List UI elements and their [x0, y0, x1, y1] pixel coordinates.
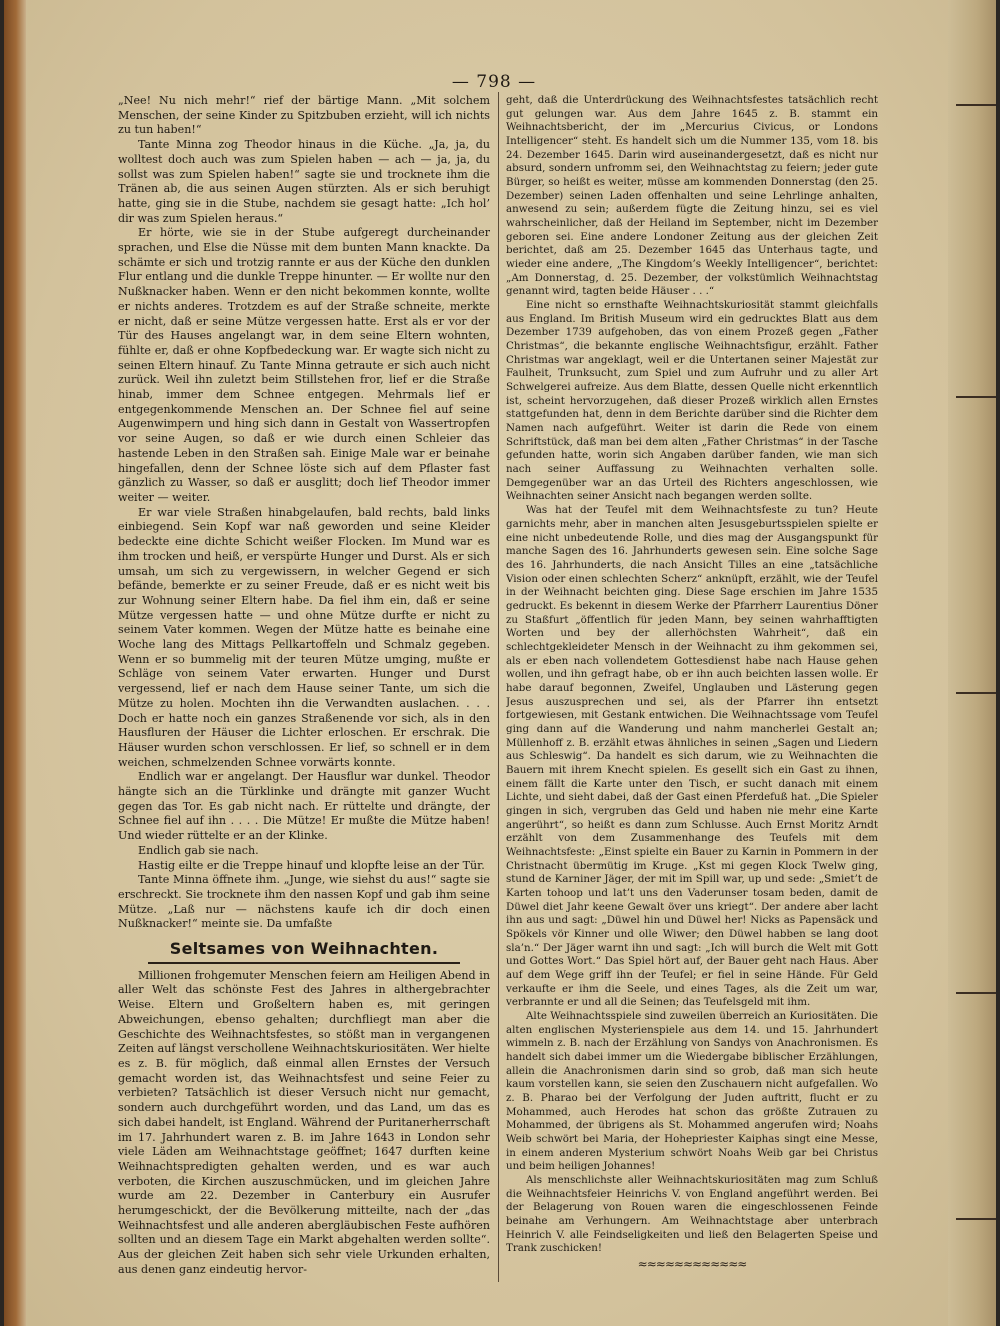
paragraph: Endlich gab sie nach. [138, 843, 259, 857]
paragraph: Was hat der Teufel mit dem Weihnachtsfeste zu tun? Heute garnichts mehr, aber in manchen alten Jesusgeburtsspielen spielte er eine nicht unbedeutende Rolle, und dies mag der Ausgangspunkt für manche Sagen des 16. Jahrhunderts gewesen sein. Eine solche Sage des 16. Jahrhunderts, die nach Ansicht Tilles an eine „tatsächliche Vision oder einen schlechten Scherz“ anknüpft, erzählt, wie der Teufel in der Weihnacht beichten ging. Diese Sage erschien im Jahre 1535 gedruckt. Es bekennt in diesem Werke der Pfarrherr Laurentius Döner zu Staßfurt „öffentlich für jeden Mann, bey seinen wahrhafftigten Worten und bey der allerhöchsten Wahrheit“, daß ein schlechtgekleideter Mensch in der Weihnacht zu ihm gekommen sei, als er eben nach vollendetem Gottesdienst habe nach Hause gehen wollen, und ihn gefragt habe, ob er ihn auch beichten lassen wolle. Er habe darauf begonnen, Zweifel, Unglauben und Lästerung gegen Jesus auszusprechen und sei, als der Pfarrer ihn entsetzt fortgewiesen, mit Gestank entwichen. Die Weihnachtssage vom Teufel ging dann auf die Wanderung und nahm mancherlei Gestalt an; Müllenhoff z. B. erzählt etwas ähnliches in seinen „Sagen und Liedern aus Schleswig“. Da handelt es sich darum, wie zu Weihnachten die Bauern mit ihrem Knecht spielen. Es gesellt sich ein Gast zu ihnen, einem fällt die Karte unter den Tisch, er sucht danach mit einem Lichte, und sieht dabei, daß der Gast einen Pferdefuß hat. „Die Spieler gingen in sich, vergruben das Geld und haben nie mehr eine Karte angerührt“, so heißt es dann zum Schlusse. Auch Ernst Moritz Arndt erzählt von dem Zusammenhange des Teufels mit dem Weihnachtsfeste: „Einst spielte ein Bauer zu Karnin in Pommern in der Christnacht übermütig im Kruge. „Kst mi gegen Klock Twelw ging, stund de Karniner Jäger, der mit im Spill war, up und sede: „Smiet’t de Karten tohoop und lat’t uns den Vaderunser tosam beden, damit de Düwel diet Jahr keene Gewalt över uns kriegt“. Der andere aber lacht ihn aus und sagt: „Düwel hin und Düwel her! Nicks as Papensäck und Spökels vör Kinner und olle Wiwer; den Düwel habben se lang doot sla’n.“ Der Jäger warnt ihn und sagt: „Ich will burch die Welt mit Gott und Gottes Wort.“ Das Spiel hört auf, der Bauer geht nach Haus. Aber auf dem Wege griff ihn der Teufel; er fiel in seine Hände. Für Geld verkaufte er ihm die Seele, und eines Tages, als die Zeit um war, verbrannte er und all die Seinen; das Teufelsgeld mit ihm. [506, 504, 878, 1009]
heading-rule [148, 962, 460, 964]
paragraph: Tante Minna zog Theodor hinaus in die Küche. „Ja, ja, du wolltest doch auch was zum Spielen haben — ach — ja, ja, du sollst was zum Spielen haben!“ sagte sie und trocknete ihm die Tränen ab, die aus seinen Augen stürzten. Als er sich beruhigt hatte, ging sie in die Stube, nachdem sie gesagt hatte: „Ich hol’ dir was zum Spielen heraus.“ [118, 138, 490, 225]
paragraph: Alte Weihnachtsspiele sind zuweilen überreich an Kuriositäten. Die alten englischen Mysterienspiele aus dem 14. und 15. Jahrhundert wimmeln z. B. nach der Erzählung von Sandys von Anachronismen. Es handelt sich dabei immer um die Wiedergabe biblischer Erzählungen, allein die Anachronismen darin sind so grob, daß man sich heute kaum vorstellen kann, sie seien den Zuschauern nicht aufgefallen. Wo z. B. Pharao bei der Verfolgung der Juden auftritt, flucht er zu Mohammed, auch Herodes hat schon das größte Zutrauen zu Mohammed, der übrigens als St. Mohammed angerufen wird; Noahs Weib schwört bei Maria, der Hohepriester Kaiphas singt eine Messe, in einem anderen Mysterium schwört Noahs Weib gar bei Christus und beim heiligen Johannes! [506, 1010, 878, 1173]
page-number: — 798 — [451, 72, 537, 92]
end-ornament: ≈≈≈≈≈≈≈≈≈≈≈≈ [637, 1257, 747, 1272]
page-edge [948, 0, 996, 1326]
edge-mark [956, 104, 996, 106]
right-column [506, 94, 878, 1282]
paragraph: geht, daß die Unterdrückung des Weihnachtsfestes tatsächlich recht gut gelungen war. Aus dem Jahre 1645 z. B. stammt ein Weihnachtsbericht, der im „Mercurius Civicus, or Londons Intelligencer“ steht. Es handelt sich um die Nummer 135, vom 18. bis 24. Dezember 1645. Darin wird auseinandergesetzt, daß es nicht nur absurd, sondern unfromm sei, den Weihnachtstag zu feiern; jeder gute Bürger, so heißt es weiter, müsse am kommenden Donnerstag (den 25. Dezember) seinen Laden offenhalten und seine Lehrlinge anhalten, anwesend zu sein; außerdem fügte die Zeitung hinzu, sei es viel wahrscheinlicher, daß der Heiland im September, nicht im Dezember geboren sei. Eine andere Londoner Zeitung aus der gleichen Zeit berichtet, daß am 25. Dezember 1645 das Unterhaus tagte, und wieder eine andere, „The Kingdom’s Weekly Intelligencer“, berichtet: „Am Donnerstag, d. 25. Dezember, der volkstümlich Weihnachtstag genannt wird, tagten beide Häuser . . .“ [506, 94, 878, 298]
edge-mark [956, 692, 996, 694]
binding-gutter [4, 0, 26, 1326]
column-divider [498, 92, 499, 1282]
left-column [118, 94, 490, 1282]
newspaper-page [4, 0, 996, 1326]
edge-mark [956, 1218, 996, 1220]
article-heading: Seltsames von Weihnachten. [169, 939, 439, 959]
paragraph: „Nee! Nu nich mehr!“ rief der bärtige Mann. „Mit solchem Menschen, der seine Kinder zu Spitzbuben erzieht, will ich nichts zu tun haben!“ [118, 94, 490, 137]
paragraph: Er war viele Straßen hinabgelaufen, bald rechts, bald links einbiegend. Sein Kopf war naß geworden und seine Kleider bedeckte eine dichte Schicht weißer Flocken. Im Mund war es ihm trocken und heiß, er verspürte Hunger und Durst. Als er sich umsah, um sich zu vergewissern, in welcher Gegend er sich befände, bemerkte er zu seiner Freude, daß er es nicht weit bis zur Wohnung seiner Eltern habe. Da fiel ihm ein, daß er seine Mütze vergessen hatte — und ohne Mütze durfte er nicht zu seinem Vater kommen. Wegen der Mütze hatte es beinahe eine Woche lang des Mittags Pellkartoffeln und Schmalz gegeben. Wenn er so bummelig mit der teuren Mütze umging, mußte er Schläge von seinem Vater erwarten. Hunger und Durst vergessend, lief er nach dem Hause seiner Tante, um sich die Mütze zu holen. Mochten ihn die Verwandten auslachen. . . . Doch er hatte noch ein ganzes Straßenende vor sich, als in den Hausfluren der Häuser die Lichter erloschen. Er erschrak. Die Häuser wurden schon verschlossen. Er lief, so schnell er in dem weichen, schmelzenden Schnee vorwärts konnte. [118, 505, 490, 769]
paragraph: Endlich war er angelangt. Der Hausflur war dunkel. Theodor hängte sich an die Türklinke und drängte mit ganzer Wucht gegen das Tor. Es gab nicht nach. Er rüttelte und drängte, der Schnee fiel auf ihn . . . . Die Mütze! Er mußte die Mütze haben! Und wieder rüttelte er an der Klinke. [118, 770, 490, 843]
paragraph: Millionen frohgemuter Menschen feiern am Heiligen Abend in aller Welt das schönste Fest des Jahres in althergebrachter Weise. Eltern und Großeltern haben es, mit geringen Abweichungen, ebenso gehalten; durchfliegt man aber die Geschichte des Weihnachtsfestes, so stößt man in vergangenen Zeiten auf längst verschollene Weihnachtskuriositäten. Wer hielte es z. B. für möglich, daß einmal allen Ernstes der Versuch gemacht worden ist, das Weihnachtsfest und seine Feier zu verbieten? Tatsächlich ist dieser Versuch nicht nur gemacht, sondern auch durchgeführt worden, und das Land, um das es sich dabei handelt, ist England. Während der Puritanerherrschaft im 17. Jahrhundert waren z. B. im Jahre 1643 in London sehr viele Läden am Weihnachtstage geöffnet; 1647 durften keine Weihnachtspredigten gehalten werden, und es war auch verboten, die Kirchen auszuschmücken, und im gleichen Jahre wurde am 22. Dezember in Canterbury ein Ausrufer herumgeschickt, der die Bevölkerung mitteilte, nach der „das Weihnachtsfest und alle anderen abergläubischen Feste aufhören sollten und an diesem Tage ein Markt abgehalten werden sollte“. Aus der gleichen Zeit haben sich sehr viele Urkunden erhalten, aus denen ganz eindeutig hervor- [118, 968, 490, 1276]
edge-mark [956, 992, 996, 994]
paragraph: Als menschlichste aller Weihnachtskuriositäten mag zum Schluß die Weihnachtsfeier Heinrichs V. von England angeführt werden. Bei der Belagerung von Rouen waren die eingeschlossenen Feinde beinahe am Verhungern. Am Weihnachtstage aber unterbrach Heinrich V. alle Feindseligkeiten und ließ den Belagerten Speise und Trank zuschicken! [506, 1174, 878, 1255]
edge-mark [956, 396, 996, 398]
paragraph: Hastig eilte er die Treppe hinauf und klopfte leise an der Tür. [138, 858, 485, 872]
paragraph: Tante Minna öffnete ihm. „Junge, wie siehst du aus!“ sagte sie erschreckt. Sie trocknete ihm den nassen Kopf und gab ihm seine Mütze. „Laß nur — nächstens kaufe ich dir doch einen Nußknacker!“ meinte sie. Da umfaßte [118, 873, 490, 931]
paragraph: Er hörte, wie sie in der Stube aufgeregt durcheinander sprachen, und Else die Nüsse mit dem bunten Mann knackte. Da schämte er sich und trotzig rannte er aus der Küche den dunklen Flur entlang und die dunkle Treppe hinunter. — Er wollte nur den Nußknacker haben. Wenn er den nicht bekommen konnte, wollte er nichts anderes. Trotzdem es auf der Straße schneite, merkte er nicht, daß er seine Mütze vergessen hatte. Erst als er vor der Tür des Hauses angelangt war, in dem seine Eltern wohnten, fühlte er, daß er ohne Kopfbedeckung war. Er wagte sich nicht zu seinen Eltern hinauf. Zu Tante Minna getraute er sich auch nicht zurück. Weil ihn zuletzt beim Stillstehen fror, lief er die Straße hinab, immer dem Schnee entgegen. Mehrmals lief er entgegenkommende Menschen an. Der Schnee fiel auf seine Augenwimpern und hing sich dann in Gestalt von Wassertropfen vor seine Augen, so daß er wie durch einen Schleier das hastende Leben in den Straßen sah. Einige Male war er beinahe hingefallen, denn der Schnee löste sich auf dem Pflaster fast gänzlich zu Wasser, so daß er ausglitt; doch lief Theodor immer weiter — weiter. [118, 226, 490, 504]
paragraph: Eine nicht so ernsthafte Weihnachtskuriosität stammt gleichfalls aus England. Im British Museum wird ein gedrucktes Blatt aus dem Dezember 1739 aufgehoben, das von einem Prozeß gegen „Father Christmas“, die bekannte englische Weihnachtsfigur, erzählt. Father Christmas war angeklagt, weil er die Untertanen seiner Majestät zur Faulheit, Trunksucht, zum Spiel und zum Aufruhr und zu aller Art Schwelgerei aufreize. Aus dem Blatte, dessen Quelle nicht erkenntlich ist, scheint hervorzugehen, daß dieser Prozeß wirklich allen Ernstes stattgefunden hat, denn in dem Berichte darüber sind die Richter dem Namen nach aufgeführt. Weiter ist darin die Rede von einem Schriftstück, daß man bei dem alten „Father Christmas“ in der Tasche gefunden hatte, worin sich Angaben darüber fanden, wie man sich nach seiner Auffassung zu Weihnachten verhalten solle. Demgegenüber war an das Urteil des Richters angeschlossen, wie Weihnachten seiner Ansicht nach begangen werden sollte. [506, 299, 878, 503]
